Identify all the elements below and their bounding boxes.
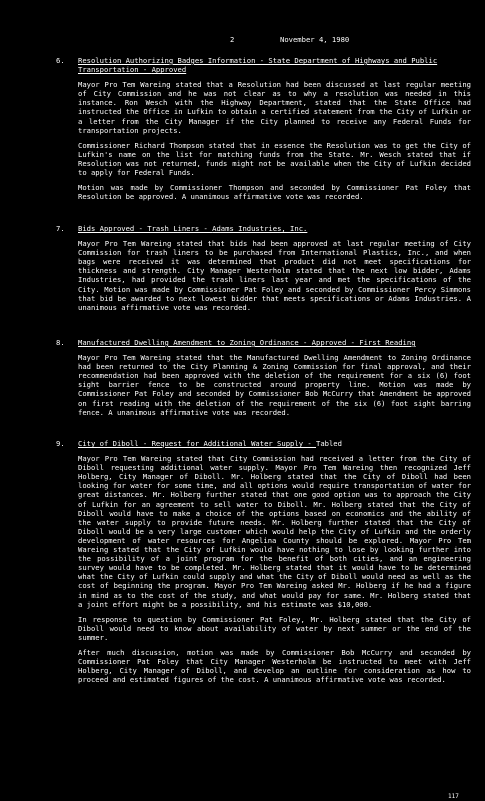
item-title — [78, 338, 471, 347]
item-body — [78, 439, 471, 684]
item-title-text: Bids Approved - Trash Liners - — [78, 224, 213, 233]
item-paragraph: Mayor Pro Tem Wareing stated that the Manufactured Dwelling Amendment to Zoning Ordinance had been returned to the City Planning & Zoning Commission for final approval, and their recommendation had been approved with the deletion of the requirement for a six (6) foot sight barrier fence to be constructed around property line. Motion was made by Commissioner Pat Foley and seconded by Commissioner Bob McCurry that Amendment be approved on first reading with the deletion of the requirement of the six (6) foot sight barring fence. A unanimous affirmative vote was recorded. — [78, 353, 471, 417]
item-paragraph: Motion was made by Commissioner Thompson and seconded by Commissioner Pat Foley that Resolution be approved. A unanimous affirmative vote was recorded. — [78, 183, 471, 202]
item-status: Adams Industries, Inc. — [212, 224, 308, 233]
item-status: Tabled — [316, 439, 342, 448]
item-paragraph: Mayor Pro Tem Wareing stated that City Commission had received a letter from the City of Diboll requesting additional water supply. Mayor Pro Tem Wareing then recognized Jeff Holberg, City Manager of Diboll. Mr. Holberg stated that the City of Diboll had been looking for water for some time, and all options would require transportation of water for great distances. Mr. Holberg further stated that one good option was to approach the City of Lufkin for an agreement to sell water to Diboll. Mr. Holberg stated that the City of Diboll would have to make a choice of the options based on economics and the ability of the water supply to provide future needs. Mr. Holberg further stated that the City of Diboll would be a very large customer which would help the City of Lufkin and the orderly development of water resources for Angelina County should be explored. Mayor Pro Tem Wareing stated that the City of Lufkin would have nothing to lose by looking further into the possibility of a joint program for the benefit of both cities, and an engineering survey would have to be completed. Mr. Holberg stated that it would have to be determined what the City of Lufkin could supply and what the City of Diboll would need as well as the cost of beginning the program. Mayor Pro Tem Wareing asked Mr. Holberg if he had a figure in mind as to the cost of the study, and what would pay for same. Mr. Holberg stated that a joint effort might be a possibility, and his estimate was $10,000. — [78, 454, 471, 609]
item-paragraph: Commissioner Richard Thompson stated that in essence the Resolution was to get the City of Lufkin's name on the list for matching funds from the State. Mr. Wesch stated that if Resolution was not returned, funds might not be available when the City of Lufkin decided to apply for Federal Funds. — [78, 140, 471, 178]
item-paragraph: In response to question by Commissioner Pat Foley, Mr. Holberg stated that the City of Diboll would need to know about availability of water by next summer or the end of the summer. — [78, 614, 471, 642]
footer-mark: 117 — [448, 793, 459, 800]
item-title-text: Resolution Authorizing Badges Information - State Department of Highways and Public Transportation - — [78, 56, 438, 75]
item-body — [78, 224, 471, 312]
item-body — [78, 338, 471, 417]
page-number: 2 — [230, 35, 235, 44]
item-status: Approved - First Reading — [311, 338, 416, 347]
item-status: Approved — [151, 65, 187, 75]
item-title-text: Manufactured Dwelling Amendment to Zoning Ordinance - — [78, 338, 312, 347]
item-number: 9. — [56, 439, 65, 448]
item-paragraph: Mayor Pro Tem Wareing stated that bids had been approved at last regular meeting of City Commission for trash liners to be purchased from International Plastics, Inc., and when bags were received it was determined that product did not meet specifications for thickness and strength. City Manager Westerholm stated that the next low bidder, Adams Industries, had provided the trash liners last year and met the specifications of the City. Motion was made by Commissioner Pat Foley and seconded by Commissioner Percy Simmons that bid be awarded to next lowest bidder that meets specifications or Adams Industries. A unanimous affirmative vote was recorded. — [78, 239, 471, 312]
item-title — [78, 56, 471, 74]
item-number: 6. — [56, 56, 65, 65]
item-title — [78, 439, 471, 448]
item-paragraph: After much discussion, motion was made by Commissioner Bob McCurry and seconded by Commissioner Pat Foley that City Manager Westerholm be instructed to meet with Jeff Holberg, City Manager of Diboll, and develop an outline for consideration as how to proceed and estimated figures of the cost. A unanimous affirmative vote was recorded. — [78, 647, 471, 685]
item-body — [78, 56, 471, 201]
page-header — [0, 35, 485, 45]
item-number: 7. — [56, 224, 65, 233]
item-paragraph: Mayor Pro Tem Wareing stated that a Resolution had been discussed at last regular meeting of City Commission and he was not clear as to why a resolution was needed in this instance. Ron Wesch with the Highway Department, stated that the State Office had instructed the Office in Lufkin to obtain a certified statement from the City of Lufkin or a letter from the City Manager if the City planned to receive any Federal Funds for transportation projects. — [78, 80, 471, 135]
meeting-date: November 4, 1980 — [280, 35, 350, 44]
item-title-text: City of Diboll - Request for Additional Water Supply - — [78, 439, 316, 448]
item-number: 8. — [56, 338, 65, 347]
item-title — [78, 224, 471, 233]
